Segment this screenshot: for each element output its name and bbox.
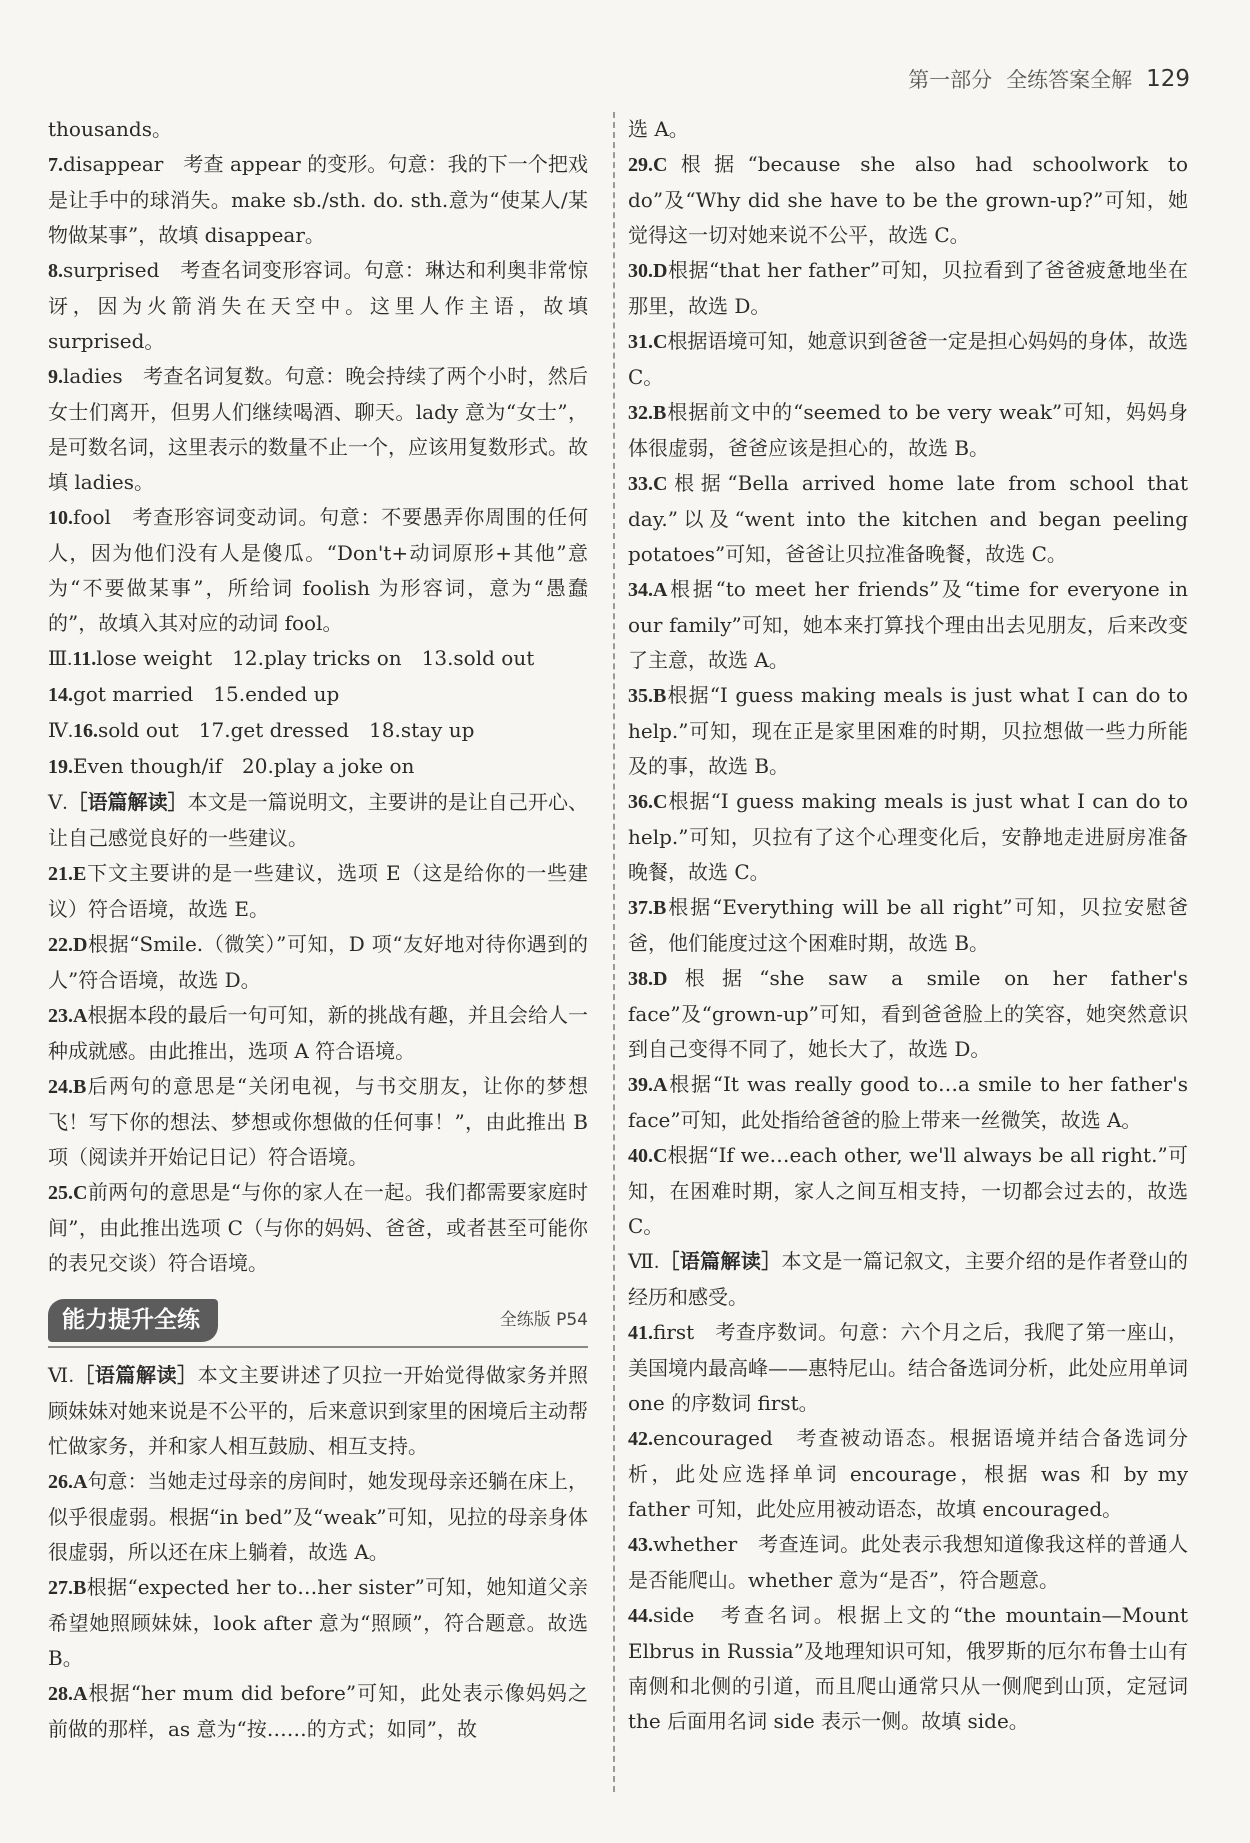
answer-entry	[48, 112, 588, 147]
answer-text: 根据“she saw a smile on her father's face”及“grown-up”可知，看到爸爸脸上的笑容，她突然意识到自己变得不同了，她长大了，故选 D。	[628, 966, 1188, 1061]
answer-number: 34.A	[628, 579, 668, 601]
answer-entry	[48, 1358, 588, 1464]
answer-number: 19.	[48, 756, 73, 778]
answer-entry	[48, 785, 588, 856]
banner-ref: 全练版 P54	[499, 1310, 588, 1330]
answer-entry	[628, 1527, 1188, 1598]
right-column	[628, 112, 1188, 1739]
answer-entry	[48, 500, 588, 641]
answer-text: disappear 考查 appear 的变形。句意：我的下一个把戏是让手中的球消失。make sb./sth. do. sth.意为“使某人/某物做某事”，故填 disappear。	[48, 152, 588, 247]
header-title: 全练答案全解	[1006, 68, 1133, 92]
answer-text: 根据“expected her to…her sister”可知，她知道父亲希望她照顾妹妹，look after 意为“照顾”，符合题意。故选 B。	[48, 1575, 588, 1670]
page-number: 129	[1146, 66, 1190, 92]
answer-entry	[48, 359, 588, 500]
answer-entry	[628, 1421, 1188, 1527]
passage-tag: ［语篇解读］	[659, 1249, 782, 1273]
section-banner	[48, 1299, 588, 1348]
answer-number: 8.	[48, 260, 63, 282]
answer-text: 根据“I guess making meals is just what I can do to help.”可知，贝拉有了这个心理变化后，安静地走进厨房准备晚餐，故选 C。	[628, 789, 1188, 884]
answer-entry	[48, 147, 588, 253]
answer-number: 44.	[628, 1605, 653, 1627]
answer-number: 30.D	[628, 260, 668, 282]
answer-text: 根据“Smile.（微笑）”可知，D 项“友好地对待你遇到的人”符合语境，故选 D。	[48, 932, 588, 992]
answer-entry	[628, 253, 1188, 324]
answer-text: 根据“It was really good to…a smile to her father's face”可知，此处指给爸爸的脸上带来一丝微笑，故选 A。	[628, 1072, 1188, 1132]
answer-entry	[628, 112, 1188, 147]
answer-text: 根据“to meet her friends”及“time for everyone in our family”可知，她本来打算找个理由出去见朋友，后来改变了主意，故选 A。	[628, 577, 1188, 672]
answer-text: surprised 考查名词变形容词。句意：琳达和利奥非常惊讶，因为火箭消失在天空中。这里人作主语，故填 surprised。	[48, 258, 588, 353]
answer-text: 根据“Everything will be all right”可知，贝拉安慰爸爸，他们能度过这个困难时期，故选 B。	[628, 895, 1188, 955]
answer-number: 14.	[48, 684, 73, 706]
answer-text: 本文主要讲述了贝拉一开始觉得做家务并照顾妹妹对她来说是不公平的，后来意识到家里的困境后主动帮忙做家务，并和家人相互鼓励、相互支持。	[48, 1363, 589, 1458]
answer-number: 35.B	[628, 685, 667, 707]
header-section: 第一部分	[908, 68, 993, 92]
answer-entry	[628, 1138, 1188, 1244]
column-divider	[613, 112, 615, 1792]
answer-number: 27.B	[48, 1577, 87, 1599]
section-roman: Ⅶ.	[628, 1251, 660, 1273]
answer-text: 句意：当她走过母亲的房间时，她发现母亲还躺在床上，似乎很虚弱。根据“in bed”及“weak”可知，见拉的母亲身体很虚弱，所以还在床上躺着，故选 A。	[48, 1469, 588, 1564]
answer-number: 16.	[72, 720, 98, 742]
answer-number: 32.B	[628, 402, 667, 424]
answer-number: 37.B	[628, 897, 667, 919]
answer-number: 7.	[48, 154, 63, 176]
answer-text: 前两句的意思是“与你的家人在一起。我们都需要家庭时间”，由此推出选项 C（与你的妈妈、爸爸，或者甚至可能你的表兄交谈）符合语境。	[48, 1180, 588, 1275]
answer-number: 28.A	[48, 1683, 88, 1705]
section-roman: Ⅴ.	[48, 792, 68, 814]
answer-text: 下文主要讲的是一些建议，选项 E（这是给你的一些建议）符合语境，故选 E。	[48, 861, 588, 921]
answer-number: 40.C	[628, 1145, 668, 1167]
answer-text: 本文是一篇记叙文，主要介绍的是作者登山的经历和感受。	[628, 1249, 1189, 1309]
answer-text: lose weight 12.play tricks on 13.sold out	[96, 646, 535, 670]
answer-text: 根据“her mum did before”可知，此处表示像妈妈之前做的那样，as 意为“按……的方式；如同”，故	[48, 1681, 588, 1741]
answer-text: 根据“I guess making meals is just what I can do to help.”可知，现在正是家里困难的时期，贝拉想做一些力所能及的事，故选 B。	[628, 683, 1188, 778]
answer-entry	[48, 856, 588, 927]
banner-label: 能力提升全练	[48, 1299, 218, 1342]
answer-entry	[48, 998, 588, 1069]
answer-text: 选 A。	[628, 117, 689, 141]
answer-text: encouraged 考查被动语态。根据语境并结合备选词分析，此处应选择单词 encourage，根据 was 和 by my father 可知，此处应用被动语态，故填 encouraged。	[628, 1426, 1188, 1521]
answer-entry	[48, 927, 588, 998]
answer-number: 43.	[628, 1534, 653, 1556]
answer-number: 29.C	[628, 154, 668, 176]
answer-text: 本文是一篇说明文，主要讲的是让自己开心、让自己感觉良好的一些建议。	[48, 790, 589, 850]
answer-text: 根据“because she also had schoolwork to do”及“Why did she have to be the grown-up?”可知，她觉得这一切对她来说不公平，故选 C。	[628, 152, 1188, 247]
answer-text: first 考查序数词。句意：六个月之后，我爬了第一座山，美国境内最高峰——惠特尼山。结合备选词分析，此处应用单词 one 的序数词 first。	[628, 1320, 1188, 1415]
answer-text: got married 15.ended up	[73, 682, 340, 706]
answer-entry	[628, 1067, 1188, 1138]
answer-number: 33.C	[628, 473, 668, 495]
answer-number: 26.A	[48, 1471, 88, 1493]
answer-text: whether 考查连词。此处表示我想知道像我这样的普通人是否能爬山。whether 意为“是否”，符合题意。	[628, 1532, 1188, 1592]
passage-tag: ［语篇解读］	[67, 790, 188, 814]
answer-number: 38.D	[628, 968, 668, 990]
answer-number: 22.D	[48, 934, 88, 956]
answer-entry	[628, 466, 1188, 572]
answer-entry	[48, 1175, 588, 1281]
answer-text: thousands。	[48, 117, 172, 141]
answer-number: 24.B	[48, 1076, 87, 1098]
answer-entry	[48, 1464, 588, 1570]
answer-number: 36.C	[628, 791, 668, 813]
answer-entry	[628, 890, 1188, 961]
answer-text: side 考查名词。根据上文的“the mountain—Mount Elbrus in Russia”及地理知识可知，俄罗斯的厄尔布鲁士山有南侧和北侧的引道，而且爬山通常只从一侧爬到山顶，定冠词 the 后面用名词 side 表示一侧。故填 side。	[628, 1603, 1188, 1733]
answer-entry	[628, 678, 1188, 784]
answer-entry	[628, 784, 1188, 890]
answer-entry	[628, 395, 1188, 466]
answer-text: 后两句的意思是“关闭电视，与书交朋友，让你的梦想飞！写下你的想法、梦想或你想做的任何事！”，由此推出 B 项（阅读并开始记日记）符合语境。	[48, 1074, 588, 1169]
answer-entry	[48, 253, 588, 359]
answer-number: 11.	[72, 648, 97, 670]
answer-text: ladies 考查名词复数。句意：晚会持续了两个小时，然后女士们离开，但男人们继续喝酒、聊天。lady 意为“女士”，是可数名词，这里表示的数量不止一个，应该用复数形式。故填 ladies。	[48, 364, 588, 494]
answer-entry	[48, 641, 588, 677]
answer-number: 41.	[628, 1322, 653, 1344]
answer-text: 根据“If we…each other, we'll always be all right.”可知，在困难时期，家人之间互相支持，一切都会过去的，故选 C。	[628, 1143, 1188, 1238]
section-roman: Ⅲ.	[48, 648, 73, 670]
answer-text: 根据“that her father”可知，贝拉看到了爸爸疲惫地坐在那里，故选 D。	[628, 258, 1188, 318]
answer-entry	[628, 1598, 1188, 1739]
answer-text: 根据“Bella arrived home late from school that day.”以及“went into the kitchen and began peeling potatoes”可知，爸爸让贝拉准备晚餐，故选 C。	[628, 471, 1188, 566]
answer-text: 根据前文中的“seemed to be very weak”可知，妈妈身体很虚弱，爸爸应该是担心的，故选 B。	[628, 400, 1188, 460]
answer-number: 10.	[48, 507, 73, 529]
answer-text: 根据语境可知，她意识到爸爸一定是担心妈妈的身体，故选 C。	[628, 329, 1188, 389]
answer-text: fool 考查形容词变动词。句意：不要愚弄你周围的任何人，因为他们没有人是傻瓜。“Don't+动词原形+其他”意为“不要做某事”，所给词 foolish 为形容词，意为“愚蠢的”，故填入其对应的动词 fool。	[48, 505, 588, 635]
answer-entry	[628, 147, 1188, 253]
answer-entry	[48, 713, 588, 749]
answer-entry	[48, 1676, 588, 1747]
answer-entry	[628, 324, 1188, 395]
answer-entry	[628, 572, 1188, 678]
answer-number: 21.E	[48, 863, 87, 885]
answer-number: 23.A	[48, 1005, 88, 1027]
section-roman: Ⅳ.	[48, 720, 73, 742]
answer-number: 25.C	[48, 1182, 88, 1204]
page-header	[908, 64, 1190, 94]
section-roman: Ⅵ.	[48, 1365, 74, 1387]
answer-number: 39.A	[628, 1074, 668, 1096]
answer-text: Even though/if 20.play a joke on	[73, 754, 415, 778]
left-column	[48, 112, 588, 1747]
answer-number: 42.	[628, 1428, 653, 1450]
answer-entry	[48, 1069, 588, 1175]
answer-number: 31.C	[628, 331, 668, 353]
answer-entry	[628, 1315, 1188, 1421]
passage-tag: ［语篇解读］	[73, 1363, 198, 1387]
answer-entry	[48, 1570, 588, 1676]
answer-text: sold out 17.get dressed 18.stay up	[97, 718, 475, 742]
answer-number: 9.	[48, 366, 63, 388]
answer-entry	[48, 677, 588, 713]
answer-text: 根据本段的最后一句可知，新的挑战有趣，并且会给人一种成就感。由此推出，选项 A 符合语境。	[48, 1003, 588, 1063]
answer-entry	[628, 1244, 1188, 1315]
answer-entry	[628, 961, 1188, 1067]
answer-entry	[48, 749, 588, 785]
